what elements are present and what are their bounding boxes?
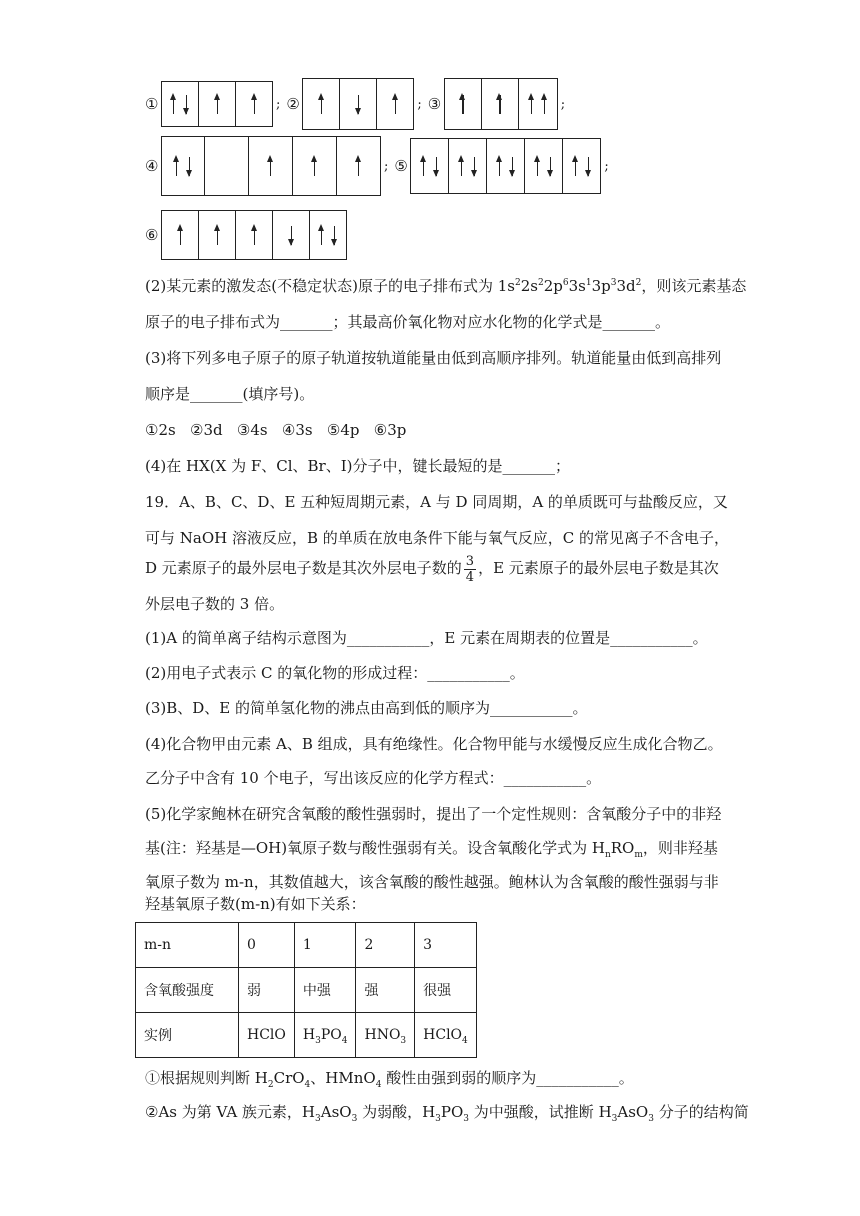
table-cell: 1 — [294, 923, 356, 968]
orbital-box — [199, 82, 236, 126]
orbital-diagram-2 — [302, 78, 414, 130]
table-cell: HClO$_4$ — [415, 1013, 477, 1058]
separator: ; — [276, 96, 281, 112]
orbital-box — [449, 139, 487, 193]
table-cell: $HNO_3$ — [356, 1013, 415, 1058]
orbital-diagram-4 — [161, 136, 381, 196]
orbital-diagram-3 — [444, 78, 558, 130]
q19-line3-post: ，E 元素原子的最外层电子数是其次 — [478, 559, 719, 577]
orbital-box — [482, 79, 519, 129]
orbital-box — [236, 211, 273, 259]
q19-sub1: (1)A 的简单离子结构示意图为___________，E 元素在周期表的位置是___________。 — [145, 629, 708, 647]
q19-sub3: (3)B、D、E 的简单氢化物的沸点由高到低的顺序为___________。 — [145, 699, 588, 717]
q19-sub4-line1: (4)化合物甲由元素 A、B 组成，具有绝缘性。化合物甲能与水缓慢反应生成化合物乙。 — [145, 735, 723, 753]
table-cell: HClO — [239, 1013, 295, 1058]
orbital-label-1: ① — [145, 95, 159, 113]
q19-line3 — [145, 551, 719, 585]
table-cell: 0 — [239, 923, 295, 968]
table-row — [136, 1013, 477, 1058]
orbital-box — [162, 137, 205, 195]
orbital-box — [563, 139, 600, 193]
q19-sub5-question-a: ①根据规则判断 $H_2CrO_4$、HMnO$_4$ 酸性由强到弱的顺序为___________。 — [145, 1069, 634, 1090]
orbital-box — [162, 211, 199, 259]
q19-sub5-line2: 基(注：羟基是—OH)氧原子数与酸性强弱有关。设含氧酸化学式为 $H_nRO_m$，则非羟基 — [145, 839, 718, 860]
orbital-box — [162, 82, 199, 126]
fraction-denominator: 4 — [465, 569, 475, 585]
table-cell: $H_3PO_4$ — [294, 1013, 356, 1058]
orbital-box — [525, 139, 563, 193]
table-cell: m-n — [136, 923, 239, 968]
table-cell: 中强 — [294, 968, 356, 1013]
table-cell: 3 — [415, 923, 477, 968]
q19-sub2: (2)用电子式表示 C 的氧化物的形成过程：___________。 — [145, 664, 525, 682]
q19-sub5-question-b: ②As 为第 VA 族元素，$H_3AsO_3$ 为弱酸，$H_3PO_3$ 为中强酸，试推断 $H_3AsO_3$ 分子的结构简 — [145, 1103, 749, 1124]
orbital-label-6: ⑥ — [145, 226, 159, 244]
orbital-box — [411, 139, 449, 193]
table-cell: 强 — [356, 968, 415, 1013]
table-cell: 含氧酸强度 — [136, 968, 239, 1013]
orbital-box — [273, 211, 310, 259]
table-cell: 实例 — [136, 1013, 239, 1058]
orbital-box — [205, 137, 249, 195]
orbital-row-1 — [145, 78, 567, 130]
orbital-box — [377, 79, 413, 129]
q18-part2-prefix: (2)某元素的激发态(不稳定状态)原子的电子排布式为 — [145, 277, 498, 295]
orbital-diagram-1 — [161, 81, 273, 127]
orbital-box — [236, 82, 272, 126]
separator: ; — [560, 96, 566, 112]
q19-sub5-line1: (5)化学家鲍林在研究含氧酸的酸性强弱时，提出了一个定性规则：含氧酸分子中的非羟 — [145, 805, 722, 823]
separator: ; — [604, 158, 609, 174]
table-row — [136, 968, 477, 1013]
orbital-diagram-5 — [410, 138, 601, 194]
orbital-box — [445, 79, 482, 129]
orbital-label-5: ⑤ — [394, 157, 408, 175]
table-cell: 弱 — [239, 968, 295, 1013]
orbital-box — [310, 211, 346, 259]
q18-part3-line1: (3)将下列多电子原子的原子轨道按轨道能量由低到高顺序排列。轨道能量由低到高排列 — [145, 349, 722, 367]
table-cell: 很强 — [415, 968, 477, 1013]
orbital-label-3: ③ — [427, 95, 442, 113]
q18-part4: (4)在 HX(X 为 F、Cl、Br、I)分子中，键长最短的是_______； — [145, 457, 570, 475]
q18-part3-options: ①2s ②3d ③4s ④3s ⑤4p ⑥3p — [145, 421, 407, 439]
q19-line2: 可与 NaOH 溶液反应，B 的单质在放电条件下能与氧气反应，C 的常见离子不含电子， — [145, 529, 730, 547]
orbital-row-3 — [145, 210, 347, 260]
electron-config: $1s^22s^22p^63s^13p^33d^2$ — [497, 277, 642, 295]
q19-sub4-line2: 乙分子中含有 10 个电子，写出该反应的化学方程式：___________。 — [145, 769, 602, 787]
q19-line3-pre: D 元素原子的最外层电子数是其次外层电子数的 — [145, 559, 462, 577]
orbital-row-2 — [145, 136, 611, 196]
q18-part2-suffix: ，则该元素基态 — [641, 277, 747, 295]
orbital-box — [340, 79, 377, 129]
orbital-box — [199, 211, 236, 259]
orbital-box — [487, 139, 525, 193]
q19-sub5-line3: 氧原子数为 m-n，其数值越大，该含氧酸的酸性越强。鲍林认为含氧酸的酸性强弱与非 — [145, 873, 719, 891]
acid-strength-table — [135, 922, 477, 1058]
q18-part2-line1 — [145, 276, 746, 296]
separator: ; — [417, 96, 422, 112]
orbital-diagram-6 — [161, 210, 347, 260]
table-cell: 2 — [356, 923, 415, 968]
q19-line1: 19．A、B、C、D、E 五种短周期元素，A 与 D 同周期，A 的单质既可与盐酸反应，又 — [145, 493, 728, 511]
q19-sub5-line4: 羟基氧原子数(m-n)有如下关系： — [145, 895, 366, 913]
q19-line4: 外层电子数的 3 倍。 — [145, 595, 285, 613]
orbital-box — [519, 79, 557, 129]
orbital-label-4: ④ — [145, 157, 159, 175]
table-row — [136, 923, 477, 968]
orbital-box — [337, 137, 380, 195]
separator: ; — [384, 158, 389, 174]
fraction — [464, 554, 476, 585]
q18-part3-line2: 顺序是_______(填序号)。 — [145, 385, 315, 403]
fraction-numerator: 3 — [465, 553, 475, 569]
orbital-box — [249, 137, 293, 195]
orbital-label-2: ② — [286, 95, 300, 113]
q18-part2-line2: 原子的电子排布式为_______；其最高价氧化物对应水化物的化学式是_______。 — [145, 313, 671, 331]
orbital-box — [303, 79, 340, 129]
orbital-box — [293, 137, 337, 195]
